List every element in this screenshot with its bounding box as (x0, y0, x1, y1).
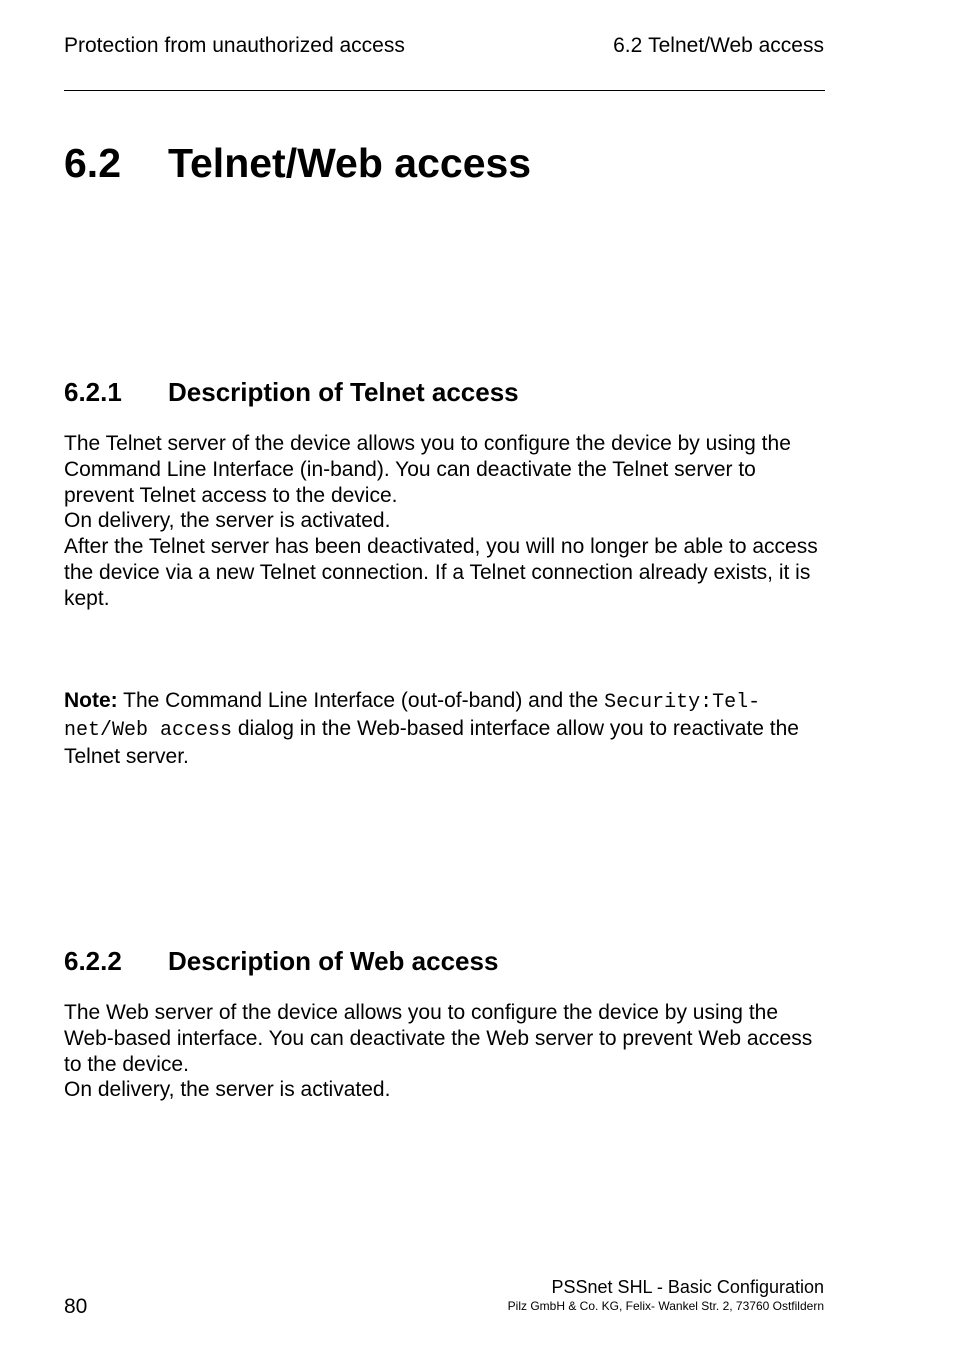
running-header-section-number: 6.2 (613, 34, 643, 57)
section-number: 6.2.1 (64, 377, 122, 407)
paragraph: After the Telnet server has been deactivated, you will no longer be able to access the device via a new Telnet connection. If a Telnet connection already exists, it is kept. (64, 535, 818, 610)
footer-address: Pilz GmbH & Co. KG, Felix- Wankel Str. 2, 73760 Ostfildern (507, 1299, 824, 1313)
telnet-description (64, 431, 829, 612)
section-heading-web (64, 945, 498, 977)
note-paragraph (64, 688, 829, 769)
running-header-right (613, 33, 824, 59)
running-header-left: Protection from unauthorized access (64, 34, 405, 57)
note-block (64, 688, 829, 769)
footer-document-title: PSSnet SHL - Basic Configuration (551, 1277, 824, 1297)
web-description (64, 1000, 829, 1103)
chapter-title: Telnet/Web access (168, 140, 532, 186)
chapter-heading (64, 138, 531, 188)
running-header-section-title: Telnet/Web access (648, 34, 824, 57)
section-title: Description of Web access (168, 946, 499, 976)
chapter-number: 6.2 (64, 140, 121, 186)
dialog-path-code: Security:Tel- (604, 691, 761, 714)
note-text: The Command Line Interface (out-of-band) and the (117, 689, 605, 712)
section-title: Description of Telnet access (168, 377, 519, 407)
section-heading-telnet (64, 376, 519, 408)
page-number: 80 (64, 1295, 88, 1318)
header-divider (64, 90, 825, 91)
paragraph: On delivery, the server is activated. (64, 1078, 391, 1102)
note-label: Note: (64, 689, 118, 712)
paragraph: On delivery, the server is activated. (64, 509, 391, 533)
note-text: dialog in the Web-based interface allow you to reactivate the Telnet server. (64, 716, 799, 768)
paragraph: The Telnet server of the device allows you to configure the device by using the Command Line Interface (in-band). You can deactivate the Telnet server to prevent Telnet access to the device. (64, 432, 791, 507)
dialog-path-code: net/Web access (64, 718, 233, 742)
paragraph: The Web server of the device allows you to configure the device by using the Web-based interface. You can deactivate the Web server to prevent Web access to the device. (64, 1001, 813, 1076)
section-number: 6.2.2 (64, 946, 122, 976)
